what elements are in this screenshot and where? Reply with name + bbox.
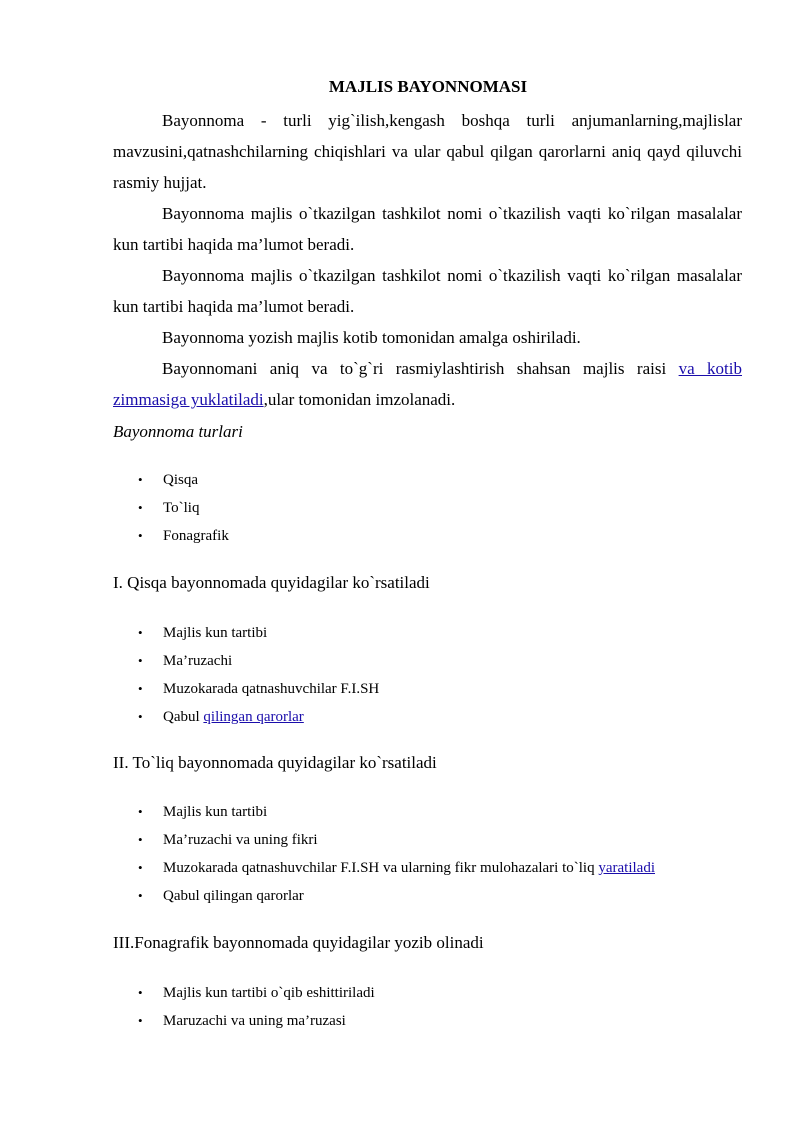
list-item: • Ma’ruzachi va uning fikri [113, 826, 655, 854]
paragraph-text: ,ular tomonidan imzolanadi. [263, 390, 456, 409]
paragraph-text: Bayonnoma majlis o`tkazilgan tashkilot nomi o`tkazilish vaqti ko`rilgan masalalar kun tartibi haqida ma’lumot beradi. [113, 204, 742, 254]
link-qilingan-qarorlar[interactable]: qilingan qarorlar [203, 709, 304, 725]
bullet-icon: • [138, 625, 143, 640]
paragraph-secretary [113, 322, 742, 353]
list-item: • Qabul qilingan qarorlar [113, 882, 655, 910]
bullet-icon: • [138, 888, 143, 903]
list-item: • Muzokarada qatnashuvchilar F.I.SH [113, 675, 379, 703]
types-heading: Bayonnoma turlari [113, 422, 243, 441]
bullet-icon: • [138, 985, 143, 1000]
paragraph-definition [113, 105, 742, 198]
list-item: • Ma’ruzachi [113, 647, 379, 675]
paragraph-info-2 [113, 260, 742, 322]
document-title: MAJLIS BAYONNOMASI [328, 77, 528, 96]
paragraph-text: Bayonnoma majlis o`tkazilgan tashkilot nomi o`tkazilish vaqti ko`rilgan masalalar kun tartibi haqida ma’lumot beradi. [113, 266, 742, 316]
types-list [113, 466, 229, 550]
paragraph-text: Bayonnomani aniq va to`g`ri rasmiylashtirish shahsan majlis raisi [162, 359, 679, 378]
section1-list [113, 619, 379, 731]
section-heading-fonagrafik: III.Fonagrafik bayonnomada quyidagilar yozib olinadi [113, 933, 484, 952]
section3-list [113, 979, 375, 1035]
section-heading-qisqa: I. Qisqa bayonnomada quyidagilar ko`rsatiladi [113, 573, 430, 592]
list-item: • Qisqa [113, 466, 229, 494]
list-item: • Majlis kun tartibi o`qib eshittiriladi [113, 979, 375, 1007]
link-va-kotib[interactable]: va kotib zimmasiga yuklatiladi [113, 359, 742, 409]
list-item: • To`liq [113, 494, 229, 522]
bullet-icon: • [138, 472, 143, 487]
paragraph-text: Bayonnoma - turli yig`ilish,kengash boshqa turli anjumanlarning,majlislar mavzusini,qatnashchilarning chiqishlari va ular qabul qilgan qarorlarni aniq qayd qiluvchi rasmiy hujjat. [113, 111, 742, 192]
link-yaratiladi[interactable]: yaratiladi [598, 860, 655, 876]
paragraph-text: Bayonnoma yozish majlis kotib tomonidan amalga oshiriladi. [162, 328, 581, 347]
list-item: • Majlis kun tartibi [113, 798, 655, 826]
bullet-icon: • [138, 653, 143, 668]
list-item: • Majlis kun tartibi [113, 619, 379, 647]
bullet-icon: • [138, 860, 143, 875]
bullet-icon: • [138, 832, 143, 847]
bullet-icon: • [138, 1013, 143, 1028]
paragraph-info-1 [113, 198, 742, 260]
bullet-icon: • [138, 681, 143, 696]
bullet-icon: • [138, 528, 143, 543]
list-item: • Qabul qilingan qarorlar [113, 703, 379, 731]
bullet-icon: • [138, 500, 143, 515]
bullet-icon: • [138, 804, 143, 819]
section-heading-toliq: II. To`liq bayonnomada quyidagilar ko`rsatiladi [113, 753, 437, 772]
list-item: • Maruzachi va uning ma’ruzasi [113, 1007, 375, 1035]
list-item: • Fonagrafik [113, 522, 229, 550]
bullet-icon: • [138, 709, 143, 724]
list-item: • Muzokarada qatnashuvchilar F.I.SH va ularning fikr mulohazalari to`liq yaratiladi [113, 854, 655, 882]
paragraph-signing [113, 353, 742, 415]
section2-list [113, 798, 655, 910]
